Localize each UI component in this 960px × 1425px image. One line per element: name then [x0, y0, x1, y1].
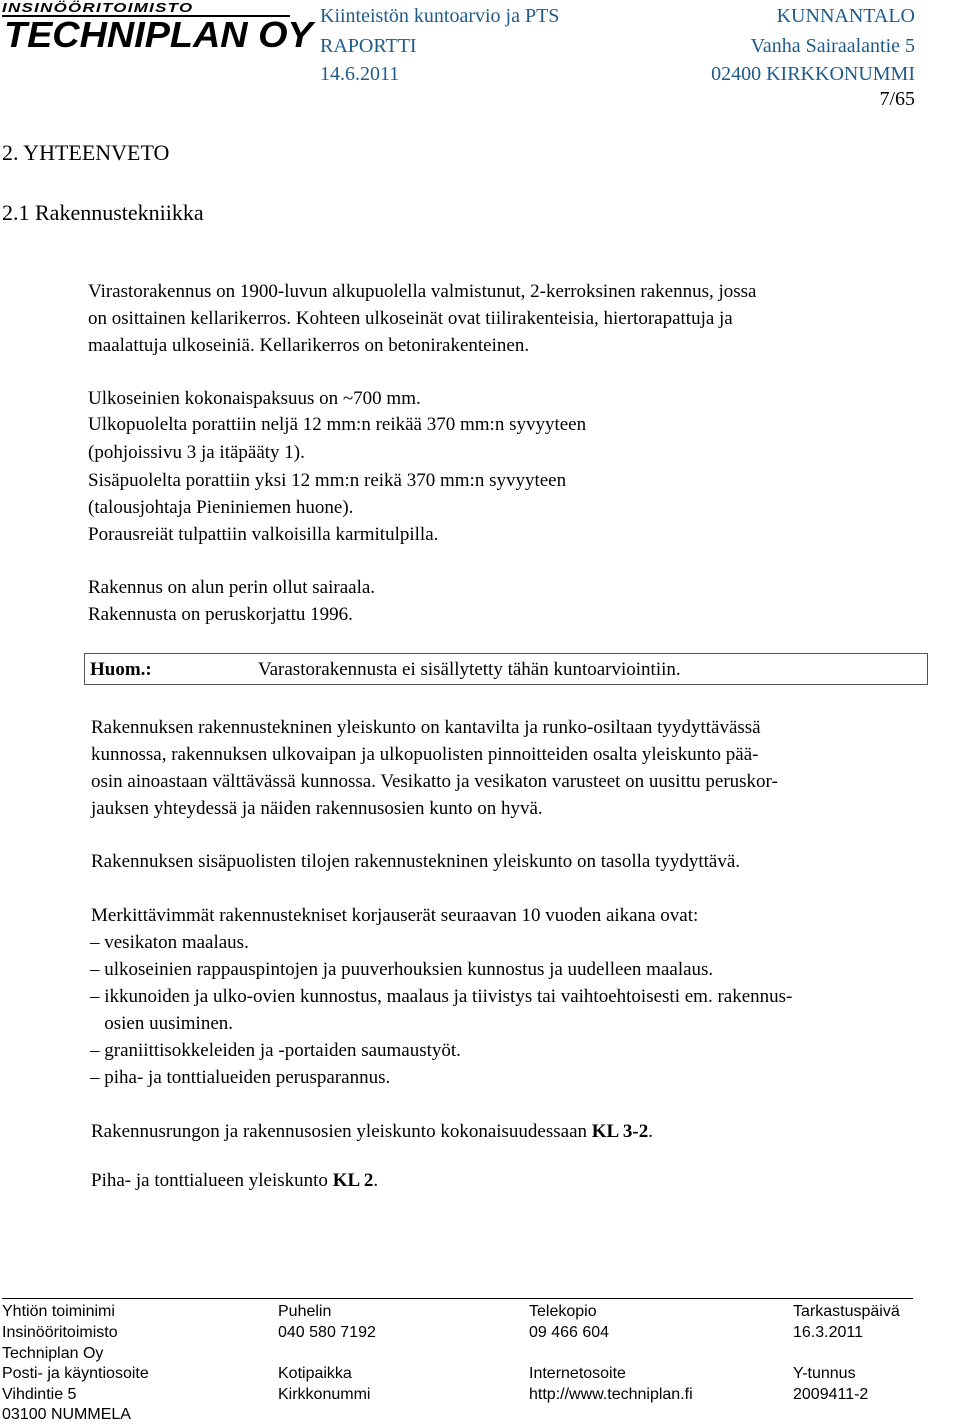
footer-business-id-label: Y-tunnus — [793, 1365, 856, 1382]
footer-address-label: Posti- ja käyntiosoite — [2, 1365, 149, 1382]
para1-line: maalattuja ulkoseiniä. Kellarikerros on betonirakenteinen. — [88, 335, 530, 356]
footer-inspection-date-label: Tarkastuspäivä — [793, 1303, 900, 1320]
footer-domicile-value: Kirkkonummi — [278, 1386, 371, 1403]
para4-line: Rakennuksen rakennustekninen yleiskunto on kantavilta ja runko-osiltaan tyydyttävässä — [91, 717, 761, 738]
footer-web-label: Internetosoite — [529, 1365, 626, 1382]
list-intro: Merkittävimmät rakennustekniset korjauserät seuraavan 10 vuoden aikana ovat: — [91, 905, 699, 926]
list-item: – vesikaton maalaus. — [90, 932, 249, 953]
para2-line: Ulkopuolelta porattiin neljä 12 mm:n reikää 370 mm:n syvyyteen — [88, 414, 587, 435]
para1-line: on osittainen kellarikerros. Kohteen ulkoseinät ovat tiilirakenteisia, hiertorapattuja ja — [88, 308, 733, 329]
header-property-city: 02400 KIRKKONUMMI — [711, 63, 915, 85]
header-report-date: 14.6.2011 — [320, 63, 400, 85]
summary-building-text: Rakennusrungon ja rakennusosien yleiskunto kokonaisuudessaan — [91, 1121, 592, 1142]
list-item: – piha- ja tonttialueiden perusparannus. — [90, 1067, 391, 1088]
header-report-title: Kiinteistön kuntoarvio ja PTS — [320, 5, 560, 27]
section-subtitle: 2.1 Rakennustekniikka — [2, 200, 204, 225]
para2-line: (talousjohtaja Pieniniemen huone). — [88, 497, 354, 518]
footer-domicile-label: Kotipaikka — [278, 1365, 352, 1382]
footer-phone-value: 040 580 7192 — [278, 1324, 376, 1341]
footer-web-link[interactable]: http://www.techniplan.fi — [529, 1386, 693, 1403]
list-item: – ulkoseinien rappauspintojen ja puuverhouksien kunnostus ja uudelleen maalaus. — [90, 959, 714, 980]
footer-inspection-date-value: 16.3.2011 — [793, 1324, 863, 1341]
summary-building — [91, 1118, 653, 1145]
list-item: – ikkunoiden ja ulko-ovien kunnostus, maalaus ja tiivistys tai vaihtoehtoisesti em. rakennus- — [90, 986, 793, 1007]
summary-building-end: . — [648, 1121, 654, 1142]
section-title: 2. YHTEENVETO — [2, 140, 170, 165]
para3-line: Rakennus on alun perin ollut sairaala. — [88, 577, 376, 598]
para4-line: kunnossa, rakennuksen ulkovaipan ja ulkopuolisten pinnoitteiden osalta yleiskunto pää- — [91, 744, 759, 765]
para2-line: Porausreiät tulpattiin valkoisilla karmitulpilla. — [88, 524, 439, 545]
summary-yard-end: . — [373, 1170, 379, 1191]
footer-business-id-value: 2009411-2 — [793, 1386, 869, 1403]
para2-line: (pohjoissivu 3 ja itäpääty 1). — [88, 442, 305, 463]
para3-line: Rakennusta on peruskorjattu 1996. — [88, 604, 353, 625]
list-item: osien uusiminen. — [90, 1013, 234, 1034]
company-logo: TECHNIPLAN OY — [4, 14, 313, 55]
footer-rule — [2, 1298, 913, 1299]
footer-company-line1: Insinööritoimisto — [2, 1324, 118, 1341]
header-property-address: Vanha Sairaalantie 5 — [750, 35, 915, 57]
page-number: 7/65 — [879, 88, 915, 110]
footer-company-line2: Techniplan Oy — [2, 1345, 104, 1362]
note-text: Varastorakennusta ei sisällytetty tähän kuntoarviointiin. — [258, 659, 681, 680]
summary-yard-text: Piha- ja tonttialueen yleiskunto — [91, 1170, 333, 1191]
summary-yard-value: KL 2 — [332, 1170, 374, 1191]
para2-line: Sisäpuolelta porattiin yksi 12 mm:n reikä 370 mm:n syvyyteen — [88, 470, 567, 491]
footer-address-city: 03100 NUMMELA — [2, 1406, 131, 1423]
summary-yard — [91, 1167, 378, 1194]
footer-address-street: Vihdintie 5 — [2, 1386, 77, 1403]
para2-line: Ulkoseinien kokonaispaksuus on ~700 mm. — [88, 388, 421, 409]
summary-building-value: KL 3-2 — [591, 1121, 649, 1142]
list-item: – graniittisokkeleiden ja -portaiden saumaustyöt. — [90, 1040, 461, 1061]
note-label: Huom.: — [90, 659, 152, 680]
footer-phone-label: Puhelin — [278, 1303, 332, 1320]
para1-line: Virastorakennus on 1900-luvun alkupuolella valmistunut, 2-kerroksinen rakennus, jossa — [88, 281, 757, 302]
para4-line: osin ainoastaan välttävässä kunnossa. Vesikatto ja vesikaton varusteet on uusittu peruskor- — [91, 771, 778, 792]
para4-line: jauksen yhteydessä ja näiden rakennusosien kunto on hyvä. — [91, 798, 543, 819]
company-logo-top-text: INSINÖÖRITOIMISTO — [2, 0, 194, 15]
footer-fax-label: Telekopio — [529, 1303, 597, 1320]
para5: Rakennuksen sisäpuolisten tilojen rakennustekninen yleiskunto on tasolla tyydyttävä. — [91, 851, 741, 872]
footer-fax-value: 09 466 604 — [529, 1324, 610, 1341]
header-property-name: KUNNANTALO — [776, 5, 915, 27]
header-report-type: RAPORTTI — [320, 35, 417, 57]
footer-company-label: Yhtiön toiminimi — [2, 1303, 115, 1320]
